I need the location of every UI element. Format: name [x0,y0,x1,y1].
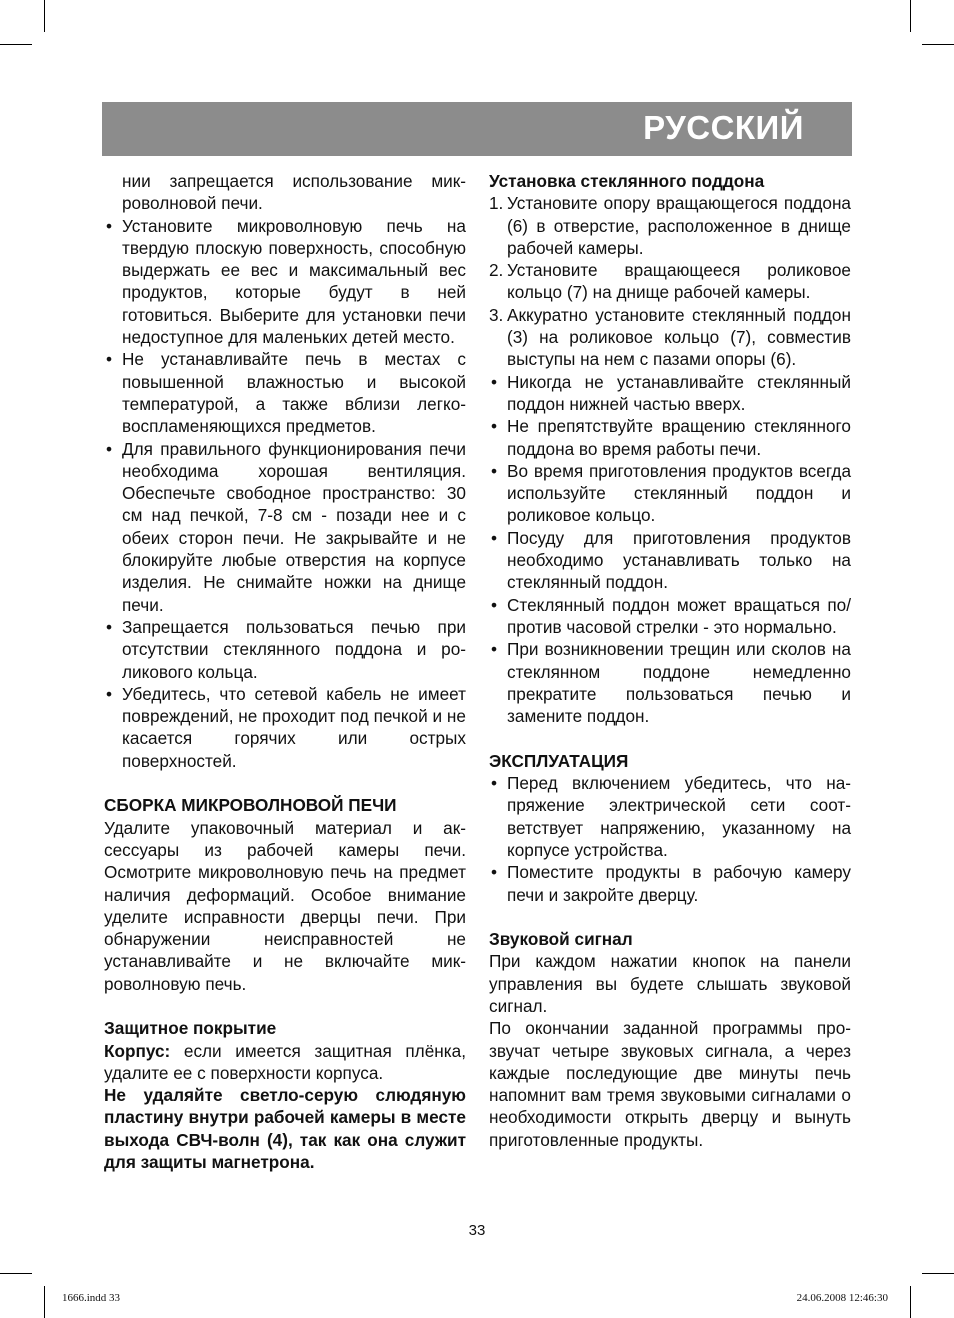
crop-mark [922,1273,954,1274]
list-item-text: При возникновении трещин или сколов на стеклянном поддоне немедленно прекратите пользоваться печью и замените поддон. [507,639,851,727]
list-item-text: Запрещается пользоваться печью при отсутствии стеклянного поддона и роликового кольца. [122,616,466,682]
bullet-icon: • [106,683,113,704]
bullet-icon: • [106,438,113,459]
sound-heading: Звуковой сигнал [489,929,633,950]
step-text: Установите опору вращающегося поддона (6) в отверстие, расположенное в днище рабочей камеры. [507,193,851,258]
crop-mark [0,44,32,45]
coating-heading: Защитное покрытие [104,1018,277,1039]
coating-paragraph [104,1040,466,1085]
footer-file-info: 1666.indd 33 [62,1292,121,1304]
list-item [489,638,851,727]
language-banner [102,102,852,156]
coating-warning: Не удаляйте светло-серую слюдяную пластину внутри рабочей камеры в месте выхода СВЧ-волн (4), так как она служит для защиты магнетрона. [104,1085,466,1173]
step-text: Аккуратно установите стеклянный поддон (3) на роликовое кольцо (7), совместив выступы на нем с пазами опоры (6). [507,304,851,370]
list-item-text: Посуду для приготовления продуктов необходимо устанавливать только на стеклянный поддон. [507,527,851,593]
bullet-icon: • [491,371,498,392]
coating-label: Корпус: [104,1040,171,1061]
coating-text: если имеется защитная плёнка, удалите ее с поверхности корпуса. [104,1040,466,1083]
step-number: 2. [489,260,504,281]
bullet-icon: • [106,349,113,370]
list-item [489,594,851,639]
step-text: Установите вращающееся роликовое кольцо (7) на днище рабочей камеры. [507,260,851,303]
bullet-icon: • [491,639,498,660]
bullet-icon: • [491,773,498,794]
assembly-text: Удалите упаковочный материал и аксессуары из рабочей камеры печи. Осмотрите микроволновую печь на предмет наличия деформаций. Особое внимание уделите исправности дверцы печи. При обнаружении неисправностей не устанавливайте и не включайте микроволновую печь. [104,817,466,994]
list-item [489,371,851,416]
continued-paragraph: нии запрещается использование микроволновой печи. [122,171,466,214]
bullet-icon: • [106,215,113,236]
step-number: 1. [489,193,504,214]
list-item [104,215,466,349]
tray-heading: Установка стеклянного поддона [489,171,765,191]
list-item-text: Поместите продукты в рабочую камеру печи и закройте дверцу. [507,862,851,905]
list-item-text: Не препятствуйте вращению стеклянного поддона во время работы печи. [507,416,851,459]
language-title: РУССКИЙ [643,109,804,146]
assembly-heading: СБОРКА МИКРОВОЛНОВОЙ ПЕЧИ [104,795,397,816]
step-number: 3. [489,304,504,325]
bullet-icon: • [106,616,113,637]
page-number: 33 [468,1222,486,1239]
list-item-text: Стеклянный поддон может вращаться по/против часовой стрелки - это нормально. [507,594,851,637]
sound-text: По окончании заданной программы прозвучат четыре звуковых сигнала, а через каждые последующие две минуты печь напомнит вам тремя звуковыми сигналами о необходимости открыть дверцу и вынуть приготовленные продукты. [489,1018,851,1150]
numbered-step [489,259,851,304]
numbered-step [489,192,851,259]
crop-mark [910,1286,911,1318]
list-item-text: Для правильного функционирования печи необходима хорошая вентиляция. Обеспечьте свободное пространство: 30 см над печкой, 7-8 см - позади нее и с обеих сторон печи. Не закрывайте и не блокируйте любые отверстия на корпусе изделия. Не снимайте ножки на днище печи. [122,438,466,615]
list-item [489,527,851,594]
list-item-text: Во время приготовления продуктов всегда используйте стеклянный поддон и роликовое кольцо. [507,460,851,526]
sound-text: При каждом нажатии кнопок на панели управления вы будете слышать звуковой сигнал. [489,951,851,1016]
list-item [104,616,466,683]
left-column [104,170,466,1173]
list-item [489,415,851,460]
list-item [489,861,851,906]
bullet-icon: • [491,460,498,481]
footer-timestamp: 24.06.2008 12:46:30 [796,1292,888,1304]
bullet-icon: • [491,594,498,615]
list-item [104,348,466,437]
operation-heading: ЭКСПЛУАТАЦИЯ [489,750,629,771]
list-item-text: Убедитесь, что сетевой кабель не имеет повреждений, не проходит под печкой и не касается горячих или острых поверхностей. [122,683,466,771]
crop-mark [0,1273,32,1274]
list-item [104,438,466,616]
bullet-icon: • [491,862,498,883]
list-item [489,460,851,527]
right-column [489,170,851,1151]
list-item [104,683,466,772]
list-item-text: Перед включением убедитесь, что напряжение электрической сети соответствует напряжению, указанному на корпусе устройства. [507,773,851,860]
list-item [489,772,851,861]
crop-mark [44,0,45,32]
crop-mark [910,0,911,32]
list-item-text: Установите микроволновую печь на твердую плоскую поверхность, способную выдержать ее вес и максимальный вес продуктов, которые будут в ней готовиться. Выберите для установки печи недоступное для маленьких детей место. [122,215,466,348]
crop-mark [44,1286,45,1318]
list-item-text: Не устанавливайте печь в местах с повышенной влажностью и высокой температурой, а также вблизи легковоспламеняющихся предметов. [122,349,466,437]
bullet-icon: • [491,527,498,548]
crop-mark [922,44,954,45]
numbered-step [489,304,851,371]
bullet-icon: • [491,416,498,437]
list-item-text: Никогда не устанавливайте стеклянный поддон нижней частью вверх. [507,371,851,414]
